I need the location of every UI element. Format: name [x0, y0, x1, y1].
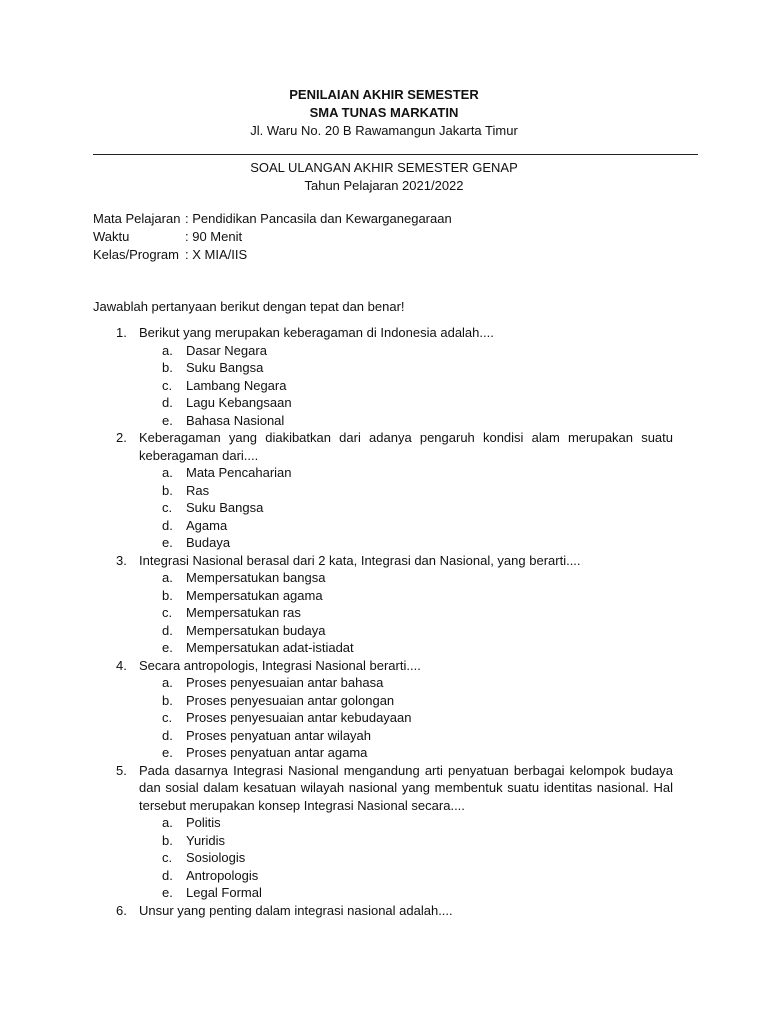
option-text: Proses penyesuaian antar bahasa	[186, 675, 384, 690]
info-row-time	[93, 228, 452, 246]
option-letter: a.	[162, 342, 173, 358]
school-address: Jl. Waru No. 20 B Rawamangun Jakarta Timur	[250, 123, 518, 138]
option-text: Dasar Negara	[186, 342, 267, 358]
question-text: Unsur yang penting dalam integrasi nasional adalah....	[139, 902, 453, 918]
question-number: 5.	[116, 762, 127, 778]
option-letter: c.	[162, 377, 173, 393]
answer-option	[0, 412, 768, 430]
header-divider	[93, 154, 698, 155]
option-letter: d.	[162, 727, 173, 743]
option-letter: a.	[162, 815, 173, 830]
option-letter: c.	[162, 850, 173, 865]
info-value: : X MIA/IIS	[185, 247, 248, 262]
answer-option	[0, 832, 768, 850]
question-number: 6.	[116, 902, 127, 918]
info-label: Waktu	[93, 229, 130, 244]
option-text: Mempersatukan ras	[186, 605, 301, 620]
question-number: 4.	[116, 657, 127, 673]
question-item	[0, 762, 768, 902]
option-text: Yuridis	[186, 832, 226, 848]
exam-info	[93, 210, 452, 264]
option-text: Antropologis	[186, 867, 259, 883]
question-item	[0, 657, 768, 762]
option-text: Proses penyesuaian antar golongan	[186, 692, 395, 708]
option-letter: b.	[162, 360, 173, 375]
exam-header	[0, 86, 768, 140]
option-text: Suku Bangsa	[186, 500, 264, 515]
option-letter: d.	[162, 395, 173, 410]
option-text: Agama	[186, 517, 228, 533]
answer-option	[0, 377, 768, 395]
answer-option	[0, 622, 768, 640]
option-letter: e.	[162, 535, 173, 550]
question-number: 3.	[116, 552, 127, 568]
option-text: Proses penyatuan antar wilayah	[186, 727, 372, 743]
option-text: Ras	[186, 482, 210, 498]
question-text: Secara antropologis, Integrasi Nasional berarti....	[139, 657, 421, 673]
option-text: Mempersatukan agama	[186, 587, 323, 603]
option-text: Proses penyatuan antar agama	[186, 745, 368, 760]
info-row-subject	[93, 210, 452, 228]
question-item	[0, 324, 768, 429]
question-text: Integrasi Nasional berasal dari 2 kata, Integrasi dan Nasional, yang berarti....	[139, 552, 581, 568]
info-label: Kelas/Program	[93, 247, 179, 262]
option-letter: d.	[162, 622, 173, 638]
option-letter: b.	[162, 832, 173, 848]
question-text: Berikut yang merupakan keberagaman di Indonesia adalah....	[139, 325, 494, 340]
option-letter: e.	[162, 885, 173, 900]
question-item	[0, 429, 768, 552]
option-letter: a.	[162, 675, 173, 690]
answer-option	[0, 499, 768, 517]
answer-option	[0, 692, 768, 710]
option-letter: c.	[162, 500, 173, 515]
option-letter: c.	[162, 605, 173, 620]
answer-option	[0, 604, 768, 622]
option-text: Proses penyesuaian antar kebudayaan	[186, 710, 412, 725]
info-row-class	[93, 246, 452, 264]
question-text: Keberagaman yang diakibatkan dari adanya pengaruh kondisi alam merupakan suatu keberagaman dari....	[139, 430, 673, 463]
option-letter: b.	[162, 587, 173, 603]
answer-option	[0, 849, 768, 867]
question-number: 1.	[116, 325, 127, 340]
answer-option	[0, 569, 768, 587]
answer-option	[0, 482, 768, 500]
option-text: Lagu Kebangsaan	[186, 395, 292, 410]
option-text: Mempersatukan budaya	[186, 622, 326, 638]
option-text: Lambang Negara	[186, 377, 287, 393]
option-text: Sosiologis	[186, 850, 246, 865]
option-text: Bahasa Nasional	[186, 412, 285, 428]
option-text: Mata Pencaharian	[186, 465, 292, 480]
option-letter: c.	[162, 710, 173, 725]
answer-option	[0, 534, 768, 552]
info-value: : 90 Menit	[185, 229, 243, 244]
answer-option	[0, 639, 768, 657]
answer-option	[0, 342, 768, 360]
option-letter: e.	[162, 745, 173, 760]
exam-subheader	[0, 159, 768, 195]
answer-option	[0, 517, 768, 535]
answer-option	[0, 674, 768, 692]
question-item	[0, 902, 768, 920]
answer-option	[0, 587, 768, 605]
answer-option	[0, 394, 768, 412]
option-letter: b.	[162, 692, 173, 708]
option-letter: b.	[162, 482, 173, 498]
school-name: SMA TUNAS MARKATIN	[309, 105, 459, 120]
info-value: : Pendidikan Pancasila dan Kewarganegaraan	[185, 211, 452, 226]
option-letter: e.	[162, 412, 173, 428]
answer-option	[0, 814, 768, 832]
answer-option	[0, 727, 768, 745]
option-text: Legal Formal	[186, 885, 262, 900]
answer-option	[0, 744, 768, 762]
option-letter: a.	[162, 465, 173, 480]
option-text: Budaya	[186, 535, 231, 550]
question-number: 2.	[116, 430, 127, 445]
answer-option	[0, 464, 768, 482]
option-letter: d.	[162, 867, 173, 883]
school-year: Tahun Pelajaran 2021/2022	[304, 178, 464, 193]
option-text: Mempersatukan adat-istiadat	[186, 640, 354, 655]
instruction-text: Jawablah pertanyaan berikut dengan tepat dan benar!	[93, 299, 405, 314]
question-list	[0, 324, 768, 919]
question-item	[0, 552, 768, 657]
option-text: Suku Bangsa	[186, 360, 264, 375]
answer-option	[0, 867, 768, 885]
option-text: Politis	[186, 815, 221, 830]
option-letter: d.	[162, 517, 173, 533]
option-letter: a.	[162, 570, 173, 585]
exam-title: PENILAIAN AKHIR SEMESTER	[289, 87, 479, 102]
info-label: Mata Pelajaran	[93, 211, 181, 226]
exam-subtitle: SOAL ULANGAN AKHIR SEMESTER GENAP	[250, 160, 518, 175]
answer-option	[0, 884, 768, 902]
option-text: Mempersatukan bangsa	[186, 570, 326, 585]
question-text: Pada dasarnya Integrasi Nasional mengandung arti penyatuan berbagai kelompok budaya dan sosial dalam kesatuan wilayah nasional yang membentuk suatu identitas nasional. Hal tersebut merupakan konsep Integrasi Nasional secara....	[139, 762, 673, 813]
answer-option	[0, 709, 768, 727]
answer-option	[0, 359, 768, 377]
option-letter: e.	[162, 640, 173, 655]
